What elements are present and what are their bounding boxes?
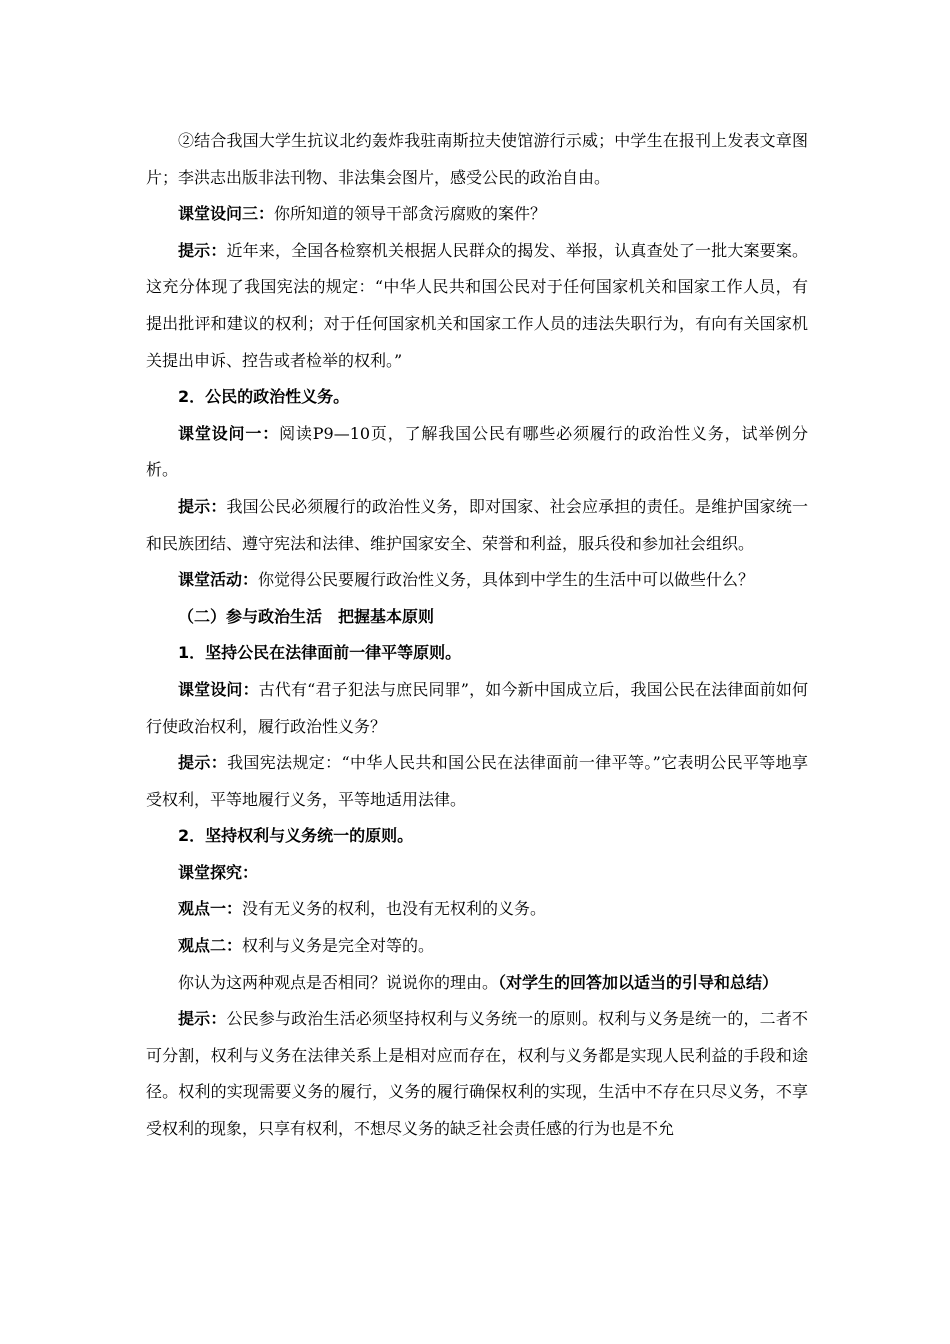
hint-label: 提示： bbox=[178, 753, 228, 773]
hint-text: 我国公民必须履行的政治性义务，即对国家、社会应承担的责任。是维护国家统一和民族团结、遵守宪法和法律、维护国家安全、荣誉和利益，服兵役和参加社会组织。 bbox=[146, 496, 808, 553]
question-text: 你所知道的领导干部贪污腐败的案件？ bbox=[274, 204, 547, 224]
viewpoint-label: 观点一： bbox=[178, 899, 243, 919]
heading-rights-duties-principle: 2．坚持权利与义务统一的原则。 bbox=[178, 826, 414, 846]
paragraph-political-freedom bbox=[146, 123, 808, 196]
viewpoint-label: 观点二： bbox=[178, 936, 243, 956]
question-text: 阅读P9—10页，了解我国公民有哪些必须履行的政治性义务，试举例分析。 bbox=[146, 423, 808, 480]
hint-text: 近年来，全国各检察机关根据人民群众的揭发、举报，认真查处了一批大案要案。这充分体现了我国宪法的规定：“中华人民共和国公民对于任何国家机关和国家工作人员，有提出批评和建议的权利；对于任何国家机关和国家工作人员的违法失职行为，有向有关国家机关提出申诉、控告或者检举的权利。” bbox=[146, 240, 808, 370]
paragraph-viewpoint-two bbox=[146, 928, 808, 965]
paragraph-hint-corruption bbox=[146, 233, 808, 379]
activity-text: 你觉得公民要履行政治性义务，具体到中学生的生活中可以做些什么？ bbox=[258, 570, 755, 590]
hint-label: 提示： bbox=[178, 496, 227, 516]
activity-label: 课堂活动： bbox=[178, 570, 259, 590]
paragraph-hint-equality bbox=[146, 745, 808, 818]
question-label: 课堂设问三： bbox=[178, 204, 275, 224]
paragraph-discussion bbox=[146, 965, 808, 1002]
viewpoint-text: 权利与义务是完全对等的。 bbox=[242, 936, 435, 956]
paragraph-question-three bbox=[146, 196, 808, 233]
question-label: 课堂设问一： bbox=[178, 423, 280, 443]
heading-equality-principle: 1．坚持公民在法律面前一律平等原则。 bbox=[178, 643, 462, 663]
hint-label: 提示： bbox=[178, 1009, 227, 1029]
paragraph-hint-duties bbox=[146, 489, 808, 562]
paragraph-hint-unity bbox=[146, 1001, 808, 1147]
paragraph-question-equality bbox=[146, 672, 808, 745]
document-body bbox=[146, 123, 808, 1148]
paragraph-class-activity bbox=[146, 562, 808, 599]
paragraph-viewpoint-one bbox=[146, 891, 808, 928]
viewpoint-text: 没有无义务的权利，也没有无权利的义务。 bbox=[242, 899, 547, 919]
heading-political-duties: 2．公民的政治性义务。 bbox=[178, 387, 350, 407]
heading-class-inquiry: 课堂探究： bbox=[178, 862, 259, 882]
question-label: 课堂设问： bbox=[178, 679, 259, 699]
teacher-note: （对学生的回答加以适当的引导和总结） bbox=[498, 972, 779, 992]
discussion-text: 你认为这两种观点是否相同？说说你的理由。 bbox=[178, 972, 499, 992]
hint-label: 提示： bbox=[178, 240, 227, 260]
hint-text: 我国宪法规定：“中华人民共和国公民在法律面前一律平等。”它表明公民平等地享受权利，平等地履行义务，平等地适用法律。 bbox=[146, 753, 808, 809]
question-text: 古代有“君子犯法与庶民同罪”，如今新中国成立后，我国公民在法律面前如何行使政治权利，履行政治性义务？ bbox=[146, 679, 808, 736]
paragraph-text: ②结合我国大学生抗议北约轰炸我驻南斯拉夫使馆游行示威；中学生在报刊上发表文章图片；李洪志出版非法刊物、非法集会图片，感受公民的政治自由。 bbox=[146, 131, 808, 187]
hint-text: 公民参与政治生活必须坚持权利与义务统一的原则。权利与义务是统一的，二者不可分割，权利与义务在法律关系上是相对应而存在，权利与义务都是实现人民利益的手段和途径。权利的实现需要义务的履行，义务的履行确保权利的实现，生活中不存在只尽义务，不享受权利的现象，只享有权利，不想尽义务的缺乏社会责任感的行为也是不允 bbox=[146, 1009, 808, 1139]
heading-section-two: （二）参与政治生活 把握基本原则 bbox=[178, 606, 435, 626]
paragraph-question-one bbox=[146, 416, 808, 489]
